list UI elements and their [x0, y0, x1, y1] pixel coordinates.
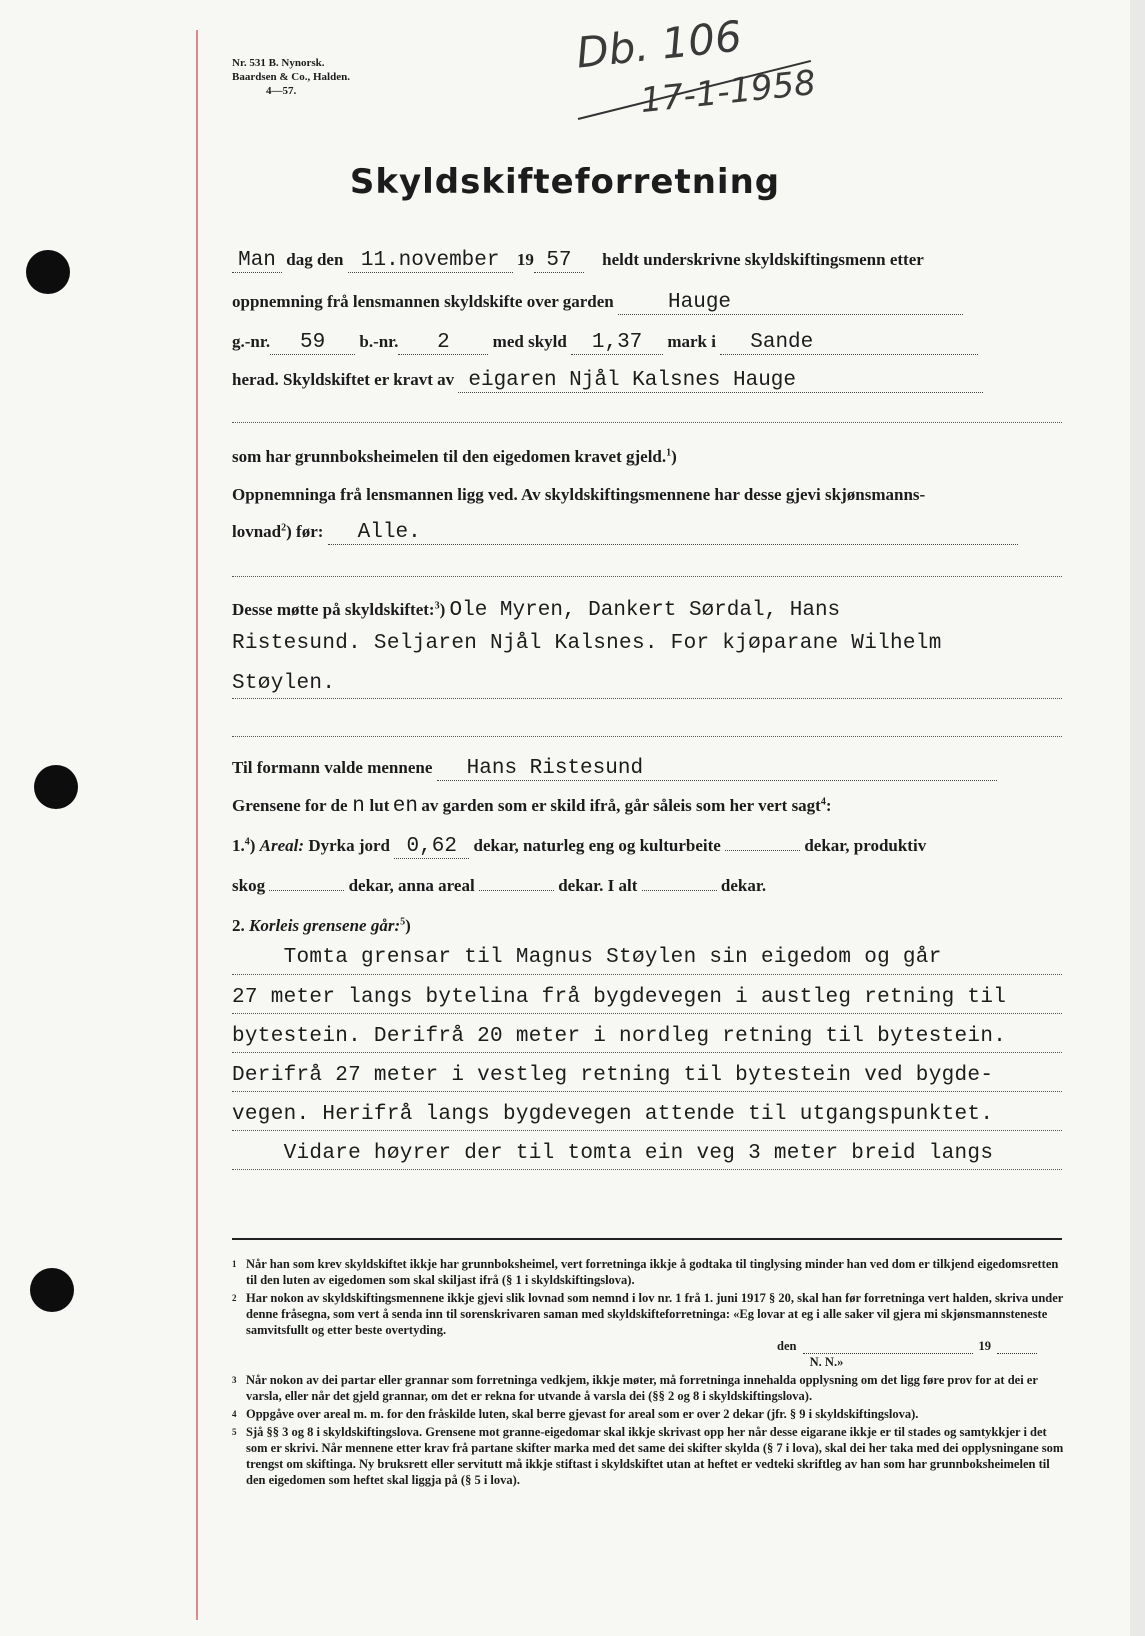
requester-value: eigaren Njål Kalsnes Hauge — [458, 370, 983, 393]
farm-value: Hauge — [618, 292, 963, 315]
mark-label: mark i — [667, 332, 716, 351]
ialt-label: dekar. I alt — [558, 876, 638, 895]
requester-label: herad. Skyldskiftet er kravt av — [232, 370, 455, 389]
dyrka-value: 0,62 — [394, 836, 469, 859]
ialt-value — [642, 890, 717, 891]
footnote-text: Oppgåve over areal m. m. for den fråskilde luten, skal berre gjevast for areal som er over 2 dekar (jfr. § 9 i skyldskiftingslova). — [246, 1407, 919, 1421]
footnote-1: 1 Når han som krev skyldskiftet ikkje har grunnboksheimel, vert forretninga ikkje å godtaka til tinglysing minder han ved dom er tilkjend eigedomsretten til den luten av eigedomen som skal skiljast ifrå (§ 1 i skyldskiftingslova). — [232, 1256, 1067, 1288]
printer-name: Baardsen & Co., Halden. — [232, 71, 350, 83]
attend-value-1: Ole Myren, Dankert Sørdal, Hans — [449, 599, 841, 622]
form-line-korleis: 2. Korleis grensene går:$^5$) — [232, 916, 411, 935]
footnote-19: 19 — [978, 1339, 991, 1353]
grense-n-value: n — [352, 795, 365, 818]
grense-label-b: lut — [369, 796, 390, 815]
produktiv-label: dekar, produktiv — [804, 836, 927, 855]
eng-value — [725, 850, 800, 851]
punch-hole — [34, 765, 78, 809]
grense-en-value: en — [392, 795, 418, 818]
footnote-den: den — [777, 1339, 797, 1353]
weekday-suffix: dag den — [286, 250, 344, 269]
footnote-3: 3 Når nokon av dei partar eller grannar som forretninga vedkjem, ikkje møter, må forretninga innehalda opplysning om det ligg føre prov for at dei er varsla, eller når det gjeld grannar, om det er rekna for utvande å varsla dei (§§ 2 og 8 i skyldskiftingslova). — [232, 1372, 1067, 1404]
margin-line — [196, 30, 198, 1620]
areal-number: 1. — [232, 836, 245, 855]
anna-label: dekar, anna areal — [348, 876, 475, 895]
printer-form-number: Nr. 531 B. Nynorsk. — [232, 57, 325, 69]
boundary-line: Derifrå 27 meter i vestleg retning til bytestein ved bygde- — [232, 1064, 994, 1087]
footnotes — [232, 1256, 1067, 1490]
skyld-label: med skyld — [492, 332, 567, 351]
blank-line — [232, 422, 1062, 423]
grunnbok-line: som har grunnboksheimelen til den eigedomen kravet gjeld.$^1$) — [232, 447, 677, 466]
punch-hole — [26, 250, 70, 294]
grense-label-c: av garden som er skild ifrå, går såleis som her vert sagt — [421, 796, 821, 815]
ruled-line — [232, 1091, 1062, 1092]
oppnemning-line — [232, 485, 925, 505]
footnote-separator — [232, 1238, 1062, 1240]
formann-value: Hans Ristesund — [437, 758, 997, 781]
form-line-areal: 1.$^4$) Areal: Dyrka jord 0,62 dekar, naturleg eng og kulturbeite dekar, produktiv — [232, 835, 927, 858]
weekday-value: Man — [232, 250, 282, 273]
footnote-text: Sjå §§ 3 og 8 i skyldskiftingslova. Grensene mot granne-eigedomar skal ikkje skrivast opp her når desse eigarane ikkje er til stades og samtykkjer i det som er skrivi. Når mennene etter krav frå partane skifter marka med det same dei skifter skylda (§ 7 i lova), skal dei her taka med dei opplysningane som trengst om skiftinga. Ny bruksrett eller servitutt må ikkje stiftast i skyldskiftet utan at heftet er vedteki skriftleg av han som har grunnboksheimelen til den eigedomen som heftet skal liggja på (§ 5 i lova). — [246, 1425, 1064, 1487]
boundary-line: 27 meter langs bytelina frå bygdevegen i austleg retning til — [232, 986, 1007, 1009]
form-line-lovnad: lovnad$^2$) før: Alle. — [232, 522, 1018, 545]
gnr-label: g.-nr. — [232, 332, 271, 351]
registry-date: 17-1-1958 — [638, 62, 818, 122]
korleis-number: 2. — [232, 916, 245, 935]
footnote-text: Har nokon av skyldskiftingsmennene ikkje gjevi slik lovnad som nemnd i lov nr. 1 frå 1. juni 1917 § 20, skal han før forretninga vert halden, skriva under denne fråsegna, som vert å senda inn til sorenskrivaren saman med skyldskifteforretninga: «Eg lovar at eg i alle saker vil gjera mi skjønsmannsteneste samvitsfullt og etter beste overtyding. — [246, 1291, 1064, 1337]
skyld-value: 1,37 — [571, 332, 663, 355]
skog-value — [269, 890, 344, 891]
attend-line: Desse møtte på skyldskiftet:$^3$) Ole Myren, Dankert Sørdal, Hans — [232, 600, 995, 622]
footnote-text: Når nokon av dei partar eller grannar som forretninga vedkjem, ikkje møter, må forretninga innehalda opplysning om det ligg føre prov for at dei er varsla, eller når det gjeld grannar, om det er rekna for utvande å varsla dei (§§ 2 og 8 i skyldskiftingslova). — [246, 1373, 1038, 1403]
korleis-label: Korleis grensene går: — [249, 916, 401, 935]
form-line-property — [232, 332, 978, 355]
boundary-line: vegen. Herifrå langs bygdevegen attende til utgangspunktet. — [232, 1103, 994, 1126]
form-line-requester — [232, 370, 983, 393]
oppnemning-text: Oppnemninga frå lensmannen ligg ved. Av skyldskiftingsmennene har desse gjevi skjønsmanns- — [232, 485, 926, 504]
blank-line — [232, 576, 1062, 577]
blank-line — [232, 736, 1062, 737]
anna-value — [479, 890, 554, 891]
farm-label: oppnemning frå lensmannen skyldskifte over garden — [232, 292, 614, 311]
lovnad-after: ) før: — [286, 522, 324, 541]
dyrka-label: Dyrka jord — [308, 836, 391, 855]
grunnbok-text: som har grunnboksheimelen til den eigedomen kravet gjeld. — [232, 447, 667, 466]
boundary-line: Vidare høyrer der til tomta ein veg 3 meter breid langs — [232, 1142, 994, 1165]
ruled-line — [232, 974, 1062, 975]
form-line-grense: Grensene for de n lut en av garden som er skild ifrå, går såleis som her vert sagt$^4$: — [232, 795, 832, 818]
punch-hole — [30, 1268, 74, 1312]
year-value: 57 — [534, 250, 584, 273]
form-line-farm — [232, 292, 963, 315]
footnote-text: Når han som krev skyldskiftet ikkje har grunnboksheimel, vert forretninga ikkje å godtaka til tinglysing minder han ved dom er tilkjend eigedomsretten til den luten av eigedomen som skal skiljast ifrå (§ 1 i skyldskiftingslova). — [246, 1257, 1059, 1287]
footnote-2: 2 Har nokon av skyldskiftingsmennene ikkje gjevi slik lovnad som nemnd i lov nr. 1 frå 1. juni 1917 § 20, skal han før forretninga vert halden, skriva under denne fråsegna, som vert å senda inn til sorenskrivaren saman med skyldskifteforretninga: «Eg lovar at eg i alle saker vil gjera mi skjønsmannsteneste samvitsfullt og etter beste overtyding. den 19 N. N.» — [232, 1290, 1067, 1370]
printer-imprint — [232, 56, 350, 98]
attend-value-2: Ristesund. Seljaren Njål Kalsnes. For kjøparane Wilhelm — [232, 632, 942, 655]
areal-label: Areal: — [259, 836, 305, 855]
footnote-4: 4 Oppgåve over areal m. m. for den fråskilde luten, skal berre gjevast for areal som er over 2 dekar (jfr. § 9 i skyldskiftingslova). — [232, 1406, 1067, 1422]
eng-label: dekar, naturleg eng og kulturbeite — [473, 836, 721, 855]
ruled-line — [232, 1052, 1062, 1053]
ruled-line — [232, 1169, 1062, 1170]
attend-value-3: Støylen. — [232, 672, 336, 695]
attend-label: Desse møtte på skyldskiftet: — [232, 600, 435, 619]
year-prefix: 19 — [516, 250, 534, 269]
page-title: Skyldskifteforretning — [349, 162, 781, 202]
ruled-line — [232, 1130, 1062, 1131]
boundary-line: Tomta grensar til Magnus Støylen sin eigedom og går — [232, 946, 942, 969]
footnote-5: 5 Sjå §§ 3 og 8 i skyldskiftingslova. Grensene mot granne-eigedomar skal ikkje skrivast opp her når desse eigarane ikkje er til stades og samtykkjer i det som er skrivi. Når mennene etter krav frå partane skifter marka med det same dei skifter skylda (§ 7 i lova), skal dei her taka med dei opplysningane som trengst om skiftinga. Ny bruksrett eller servitutt må ikkje stiftast i skyldskiftet utan at heftet er vedteki skriftleg av han som har grunnboksheimelen til den eigedomen som heftet skal liggja på (§ 5 i lova). — [232, 1424, 1067, 1488]
form-line-formann — [232, 758, 997, 781]
registry-reference: Db. 106 — [573, 11, 744, 78]
ruled-line — [232, 1013, 1062, 1014]
bnr-value: 2 — [398, 332, 488, 355]
printer-date: 4—57. — [266, 85, 297, 97]
grense-label-a: Grensene for de — [232, 796, 348, 815]
blank-line — [232, 698, 1062, 699]
formann-label: Til formann valde mennene — [232, 758, 433, 777]
skog-label: skog — [232, 876, 266, 895]
date-value: 11.november — [348, 250, 513, 273]
lovnad-label: lovnad — [232, 522, 282, 541]
form-line-date — [232, 250, 924, 273]
municipality-value: Sande — [720, 332, 978, 355]
form-line-skog — [232, 876, 766, 896]
dekar-label: dekar. — [720, 876, 767, 895]
boundary-line: bytestein. Derifrå 20 meter i nordleg retning til bytestein. — [232, 1025, 1007, 1048]
bnr-label: b.-nr. — [359, 332, 399, 351]
footnote-nn: N. N.» — [809, 1355, 844, 1369]
gnr-value: 59 — [270, 332, 355, 355]
lovnad-value: Alle. — [328, 522, 1018, 545]
intro-text: heldt underskrivne skyldskiftingsmenn etter — [602, 250, 924, 269]
